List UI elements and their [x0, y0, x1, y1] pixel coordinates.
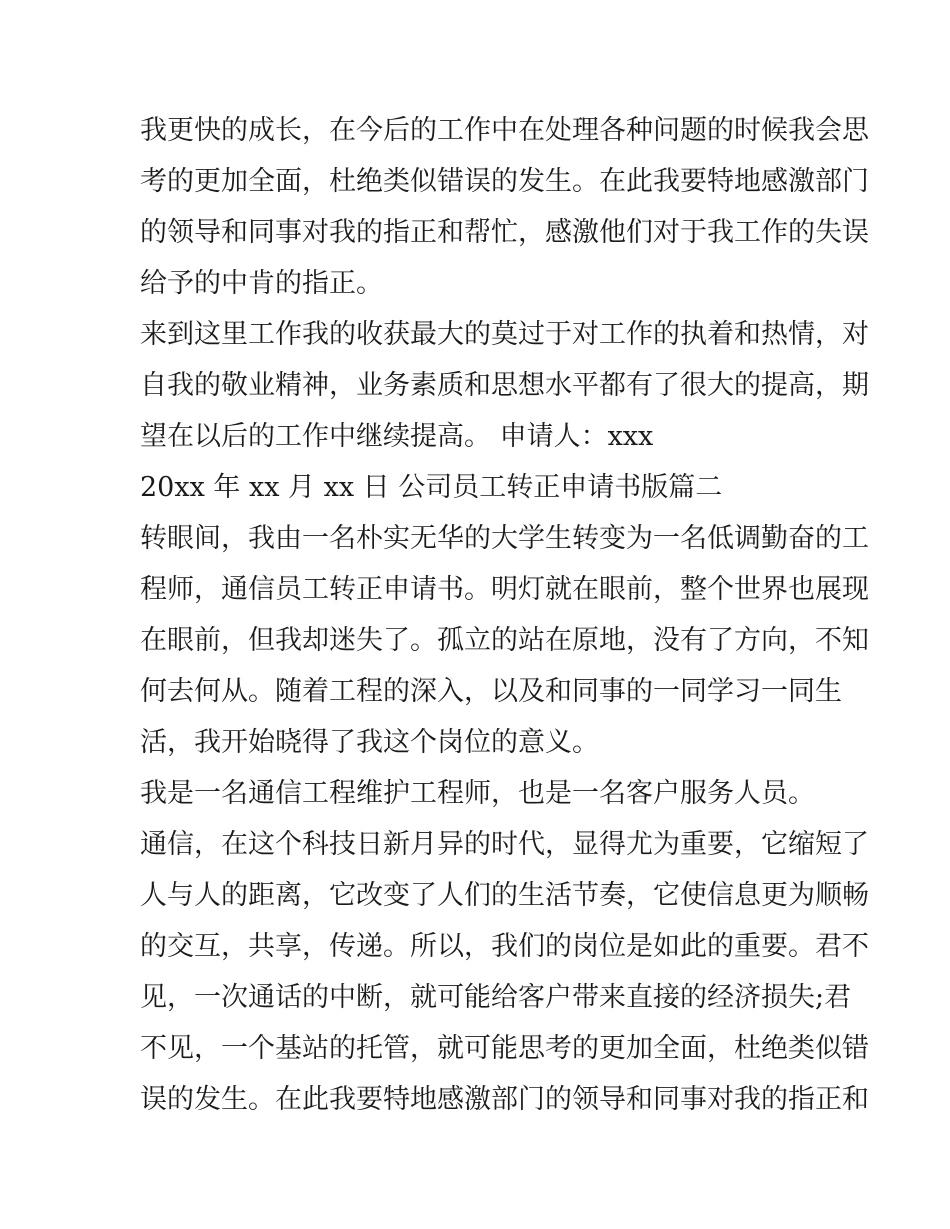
text-line: 给予的中肯的指正。 [140, 268, 383, 299]
text-line: 在眼前，但我却迷失了。孤立的站在原地，没有了方向，不知 [140, 625, 869, 656]
text-line: 何去何从。随着工程的深入，以及和同事的一同学习一同生 [140, 676, 842, 707]
text-line: 考的更加全面，杜绝类似错误的发生。在此我要特地感激部门 [140, 166, 869, 197]
text-line: 不见，一个基站的托管，就可能思考的更加全面，杜绝类似错 [140, 1033, 869, 1064]
text-line: 见，一次通话的中断，就可能给客户带来直接的经济损失;君 [140, 982, 852, 1013]
text-line: 自我的敬业精神，业务素质和思想水平都有了很大的提高，期 [140, 370, 869, 401]
text-line: 我更快的成长，在今后的工作中在处理各种问题的时候我会思 [140, 115, 869, 146]
text-line: 来到这里工作我的收获最大的莫过于对工作的执着和热情，对 [140, 319, 869, 350]
text-line: 望在以后的工作中继续提高。 申请人：xxx [140, 421, 654, 452]
text-line: 人与人的距离，它改变了人们的生活节奏，它使信息更为顺畅 [140, 880, 869, 911]
text-line: 我是一名通信工程维护工程师，也是一名客户服务人员。 [140, 778, 815, 809]
text-line: 的交互，共享，传递。所以，我们的岗位是如此的重要。君不 [140, 931, 869, 962]
text-line: 误的发生。在此我要特地感激部门的领导和同事对我的指正和 [140, 1084, 869, 1115]
text-line: 转眼间，我由一名朴实无华的大学生转变为一名低调勤奋的工 [140, 523, 869, 554]
text-line: 程师，通信员工转正申请书。明灯就在眼前，整个世界也展现 [140, 574, 869, 605]
text-line: 通信，在这个科技日新月异的时代，显得尤为重要，它缩短了 [140, 829, 869, 860]
section-heading-line: 20xx 年 xx 月 xx 日 公司员工转正申请书版篇二 [140, 472, 723, 503]
text-line: 的领导和同事对我的指正和帮忙，感激他们对于我工作的失误 [140, 217, 869, 248]
text-line: 活，我开始晓得了我这个岗位的意义。 [140, 727, 599, 758]
document-body [140, 105, 869, 1125]
